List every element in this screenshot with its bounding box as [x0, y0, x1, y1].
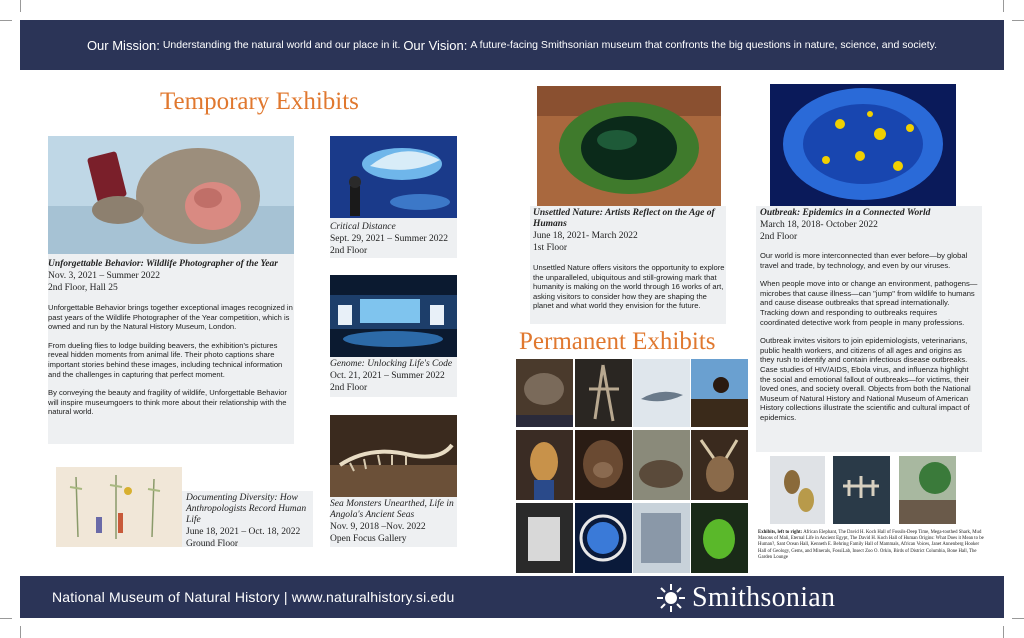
crop-mark [1003, 626, 1004, 638]
unsettled-nature-title: Unsettled Nature: Artists Reflect on the Age of Humans [533, 208, 715, 229]
sea-monsters-title: Sea Monsters Unearthed, Life in Angola's Ancient Seas [330, 499, 454, 520]
permanent-exhibit-photo [516, 503, 573, 573]
monkey-phone-photo [48, 136, 294, 254]
critical-distance-photo [330, 136, 457, 218]
unforgettable-paragraph: Unforgettable Behavior brings together exceptional images recognized in past years of the Wildlife Photographer of the Year competition, which is owned and run by the Natural History Museum, London. [48, 303, 293, 332]
outbreak-paragraph: Our world is more interconnected than ever before—by global travel and trade, by technology, and even by our viruses. [760, 251, 968, 270]
unforgettable-paragraph: By conveying the beauty and fragility of wildlife, Unforgettable Behavior will inspire museumgoers to think more about their relationship with the natural world. [48, 388, 287, 417]
outbreak-panel [756, 206, 982, 452]
sea-monsters-dates: Nov. 9, 2018 –Nov. 2022 [330, 522, 426, 532]
unforgettable-dates: Nov. 3, 2021 – Summer 2022 [48, 271, 161, 281]
mission-label: Our Mission: [86, 37, 160, 53]
permanent-exhibits-title: Permanent Exhibits [519, 328, 716, 355]
mission-text: Understanding the natural world and our place in it. [162, 39, 401, 51]
genome-panel [330, 357, 457, 397]
crop-mark [0, 20, 12, 21]
unsettled-nature-location: 1st Floor [533, 243, 568, 253]
permanent-exhibit-photo [575, 503, 632, 573]
genome-location: 2nd Floor [330, 383, 368, 393]
unforgettable-location: 2nd Floor, Hall 25 [48, 283, 118, 293]
sea-monsters-panel [330, 497, 457, 547]
outbreak-paragraph: Outbreak invites visitors to join epidemiologists, veterinarians, public health workers, and citizens of all ages and origins as they rush to identify and contain infectious disease outbreaks. Case studies of HIV/AIDS, Ebola virus, and influenza highlight the social and emotional fallout of outbreaks—for victims, their loved ones, and society overall. Objects from both the National Museum of Natural History and National Museum of American History collections illustrate the scientific and cultural impact of epidemics. [760, 336, 971, 422]
birds-photo [770, 456, 825, 524]
sea-monsters-location: Open Focus Gallery [330, 534, 407, 544]
documenting-diversity-panel [182, 491, 313, 547]
permanent-exhibit-photo [516, 430, 573, 500]
permanent-exhibit-photo [633, 503, 690, 573]
genome-photo [330, 275, 457, 357]
critical-distance-location: 2nd Floor [330, 246, 368, 256]
unsettled-nature-photo [537, 86, 721, 206]
vision-label: Our Vision: [403, 37, 468, 53]
critical-distance-dates: Sept. 29, 2021 – Summer 2022 [330, 234, 448, 244]
permanent-exhibit-photo [633, 430, 690, 500]
exhibit-credits [758, 530, 986, 561]
outbreak-dates: March 18, 2018- October 2022 [760, 220, 878, 230]
permanent-exhibit-photo [691, 430, 748, 500]
sea-monsters-photo [330, 415, 457, 497]
documenting-diversity-location: Ground Floor [186, 539, 238, 549]
footer-text: National Museum of Natural History | www.naturalhistory.si.edu [52, 589, 455, 605]
permanent-exhibit-photo [691, 359, 748, 427]
outbreak-title: Outbreak: Epidemics in a Connected World [760, 208, 931, 218]
critical-distance-title: Critical Distance [330, 222, 396, 232]
genome-title: Genome: Unlocking Life's Code [330, 359, 453, 369]
permanent-exhibit-photo [516, 359, 573, 427]
unforgettable-title: Unforgettable Behavior: Wildlife Photographer of the Year [48, 259, 278, 269]
smithsonian-sun-icon [656, 583, 686, 613]
permanent-exhibit-photo [575, 430, 632, 500]
crop-mark [0, 618, 12, 619]
unforgettable-paragraph: From dueling flies to lodge building beavers, the exhibition's pictures reveal hidden moments from animal life. Their photo captions share important stories behind these images, including technical information and the challenges in capturing that perfect moment. [48, 340, 283, 379]
unsettled-nature-paragraph: Unsettled Nature offers visitors the opportunity to explore the unparalleled, ubiquitous and still-growing mark that humanity is making on the world through 16 works of art, asking visitors to consider how they are shaping the planet and what world they envision for the future. [533, 263, 725, 311]
smithsonian-logo [656, 582, 835, 614]
credits-text: African Elephant, The David H. Koch Hall of Fossils-Deep Time, Mega-toothed Shark, Mud Masons of Mali, Eternal Life in Ancient Egypt, The David H. Koch Hall of Human Origins: What Does it Mean to be Human?, Sant Ocean Hall, Kenneth E. Behring Family Hall of Mammals, African Voices, Janet Annenberg Hooker Hall of Geology, Gems, and Minerals, FossiLab, Insect Zoo O. Orkin, Birds of District Columbia, Bone Hall, The Garden Lounge [758, 530, 984, 560]
vision-text: A future-facing Smithsonian museum that confronts the big questions in nature, science, and society. [470, 39, 938, 51]
outbreak-paragraph: When people move into or change an environment, pathogens—microbes that cause illness—can "jump" from wildlife to humans and cause disease outbreaks that spread internationally. Tracking down and responding to outbreaks requires coordinated detective work from people in many professions. [760, 279, 978, 327]
credits-label: Exhibits, left to right: [758, 530, 803, 535]
documenting-diversity-drawing [56, 467, 182, 547]
unsettled-nature-panel [530, 206, 726, 324]
crop-mark [1003, 0, 1004, 12]
unsettled-nature-dates: June 18, 2021- March 2022 [533, 231, 638, 241]
genome-dates: Oct. 21, 2021 – Summer 2022 [330, 371, 445, 381]
permanent-exhibit-photo [575, 359, 632, 427]
crop-mark [20, 626, 21, 638]
documenting-diversity-title: Documenting Diversity: How Anthropologists Record Human Life [186, 493, 307, 525]
permanent-exhibit-photo [633, 359, 690, 427]
unforgettable-panel [48, 254, 294, 444]
critical-distance-panel [330, 218, 457, 258]
temporary-exhibits-title: Temporary Exhibits [160, 88, 359, 115]
mission-banner [20, 20, 1004, 70]
crop-mark [1012, 20, 1024, 21]
footer-banner [20, 576, 1004, 618]
bone-hall-photo [833, 456, 890, 524]
crop-mark [20, 0, 21, 12]
smithsonian-brand: Smithsonian [692, 582, 836, 613]
outbreak-virus-photo [770, 84, 956, 206]
permanent-exhibit-photo [691, 503, 748, 573]
outbreak-location: 2nd Floor [760, 232, 798, 242]
garden-lounge-photo [899, 456, 956, 524]
documenting-diversity-dates: June 18, 2021 – Oct. 18, 2022 [186, 527, 301, 537]
crop-mark [1012, 618, 1024, 619]
